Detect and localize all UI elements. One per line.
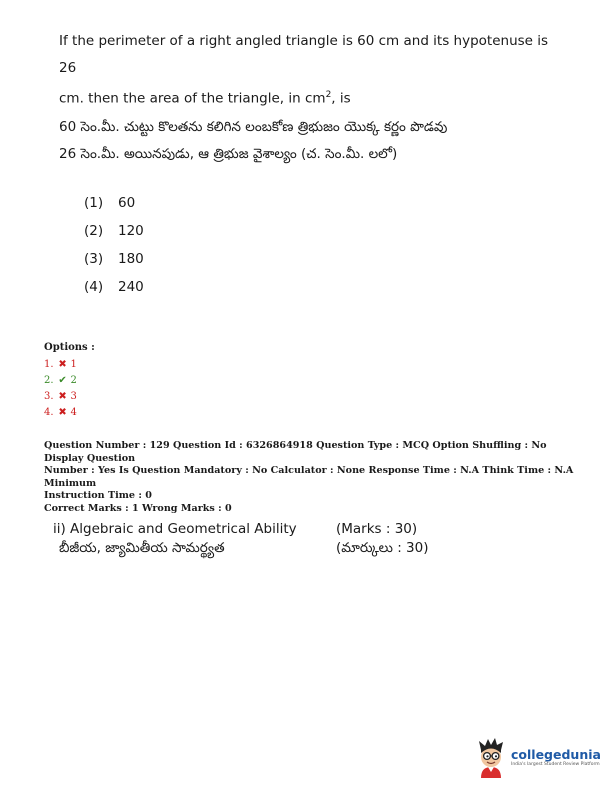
option-index: 4.	[44, 406, 54, 418]
question-english-line2-suffix: , is	[331, 90, 351, 107]
question-english-line1: If the perimeter of a right angled triangle is 60 cm and its hypotenuse is 26	[59, 33, 549, 76]
choice-number: (4)	[84, 279, 104, 295]
option-index: 2.	[44, 374, 54, 386]
superscript-two: 2	[325, 90, 332, 100]
section-header	[53, 520, 573, 558]
options-heading: Options :	[44, 342, 95, 353]
section-title-english: ii) Algebraic and Geometrical Ability	[53, 521, 297, 537]
option-value: 1	[70, 358, 77, 370]
choice-number: (2)	[84, 223, 104, 239]
option-item-wrong	[44, 356, 77, 372]
question-metadata	[44, 440, 574, 515]
question-english-line2-text: cm. then the area of the triangle, in cm	[59, 90, 326, 107]
question-telugu	[59, 114, 579, 168]
option-index: 3.	[44, 390, 54, 402]
metadata-line: Instruction Time : 0	[44, 490, 152, 501]
cross-icon: ✖	[58, 406, 67, 418]
question-telugu-line1: 60 సెం.మీ. చుట్టు కొలతను కలిగిన లంబకోణ త్రిభుజం యొక్క కర్ణం పొడవు	[59, 119, 448, 135]
collegedunia-logo	[474, 738, 601, 778]
checkmark-icon: ✔	[58, 374, 67, 386]
metadata-line: Number : Yes Is Question Mandatory : No Calculator : None Response Time : N.A Think Time : N.A Minimum	[44, 465, 574, 489]
choice-item	[84, 251, 144, 279]
option-item-correct	[44, 372, 77, 388]
cross-icon: ✖	[58, 358, 67, 370]
option-value: 4	[70, 406, 77, 418]
option-index: 1.	[44, 358, 54, 370]
mascot-icon	[474, 738, 508, 778]
choice-number: (3)	[84, 251, 104, 267]
metadata-line: Question Number : 129 Question Id : 6326864918 Question Type : MCQ Option Shuffling : No Display Question	[44, 440, 547, 464]
question-telugu-line2: 26 సెం.మీ. అయినపుడు, ఆ త్రిభుజ వైశాల్యం (చ. సెం.మీ. లలో)	[59, 146, 398, 162]
section-marks-english: (Marks : 30)	[336, 521, 418, 537]
logo-text	[511, 748, 601, 768]
option-item-wrong	[44, 388, 77, 404]
option-item-wrong	[44, 404, 77, 420]
section-row-english	[53, 520, 573, 539]
choice-item	[84, 223, 144, 251]
question-english	[59, 28, 559, 113]
logo-name: collegedunia	[511, 747, 601, 762]
choice-item	[84, 279, 144, 307]
option-value: 2	[70, 374, 77, 386]
section-marks-telugu: (మార్కులు : 30)	[336, 540, 429, 556]
choice-item	[84, 195, 144, 223]
choice-value: 60	[118, 195, 136, 211]
question-english-line2	[59, 82, 559, 113]
answer-choices	[84, 195, 144, 307]
logo-tagline: India's largest Student Review Platform	[511, 762, 600, 767]
choice-value: 120	[118, 223, 144, 239]
section-title-telugu: బీజీయ, జ్యామితీయ సామర్థ్యత	[59, 540, 225, 556]
marks-line: Correct Marks : 1 Wrong Marks : 0	[44, 502, 232, 514]
choice-value: 240	[118, 279, 144, 295]
option-value: 3	[70, 390, 77, 402]
section-row-telugu	[53, 539, 573, 558]
options-list	[44, 356, 77, 420]
choice-value: 180	[118, 251, 144, 267]
choice-number: (1)	[84, 195, 104, 211]
cross-icon: ✖	[58, 390, 67, 402]
